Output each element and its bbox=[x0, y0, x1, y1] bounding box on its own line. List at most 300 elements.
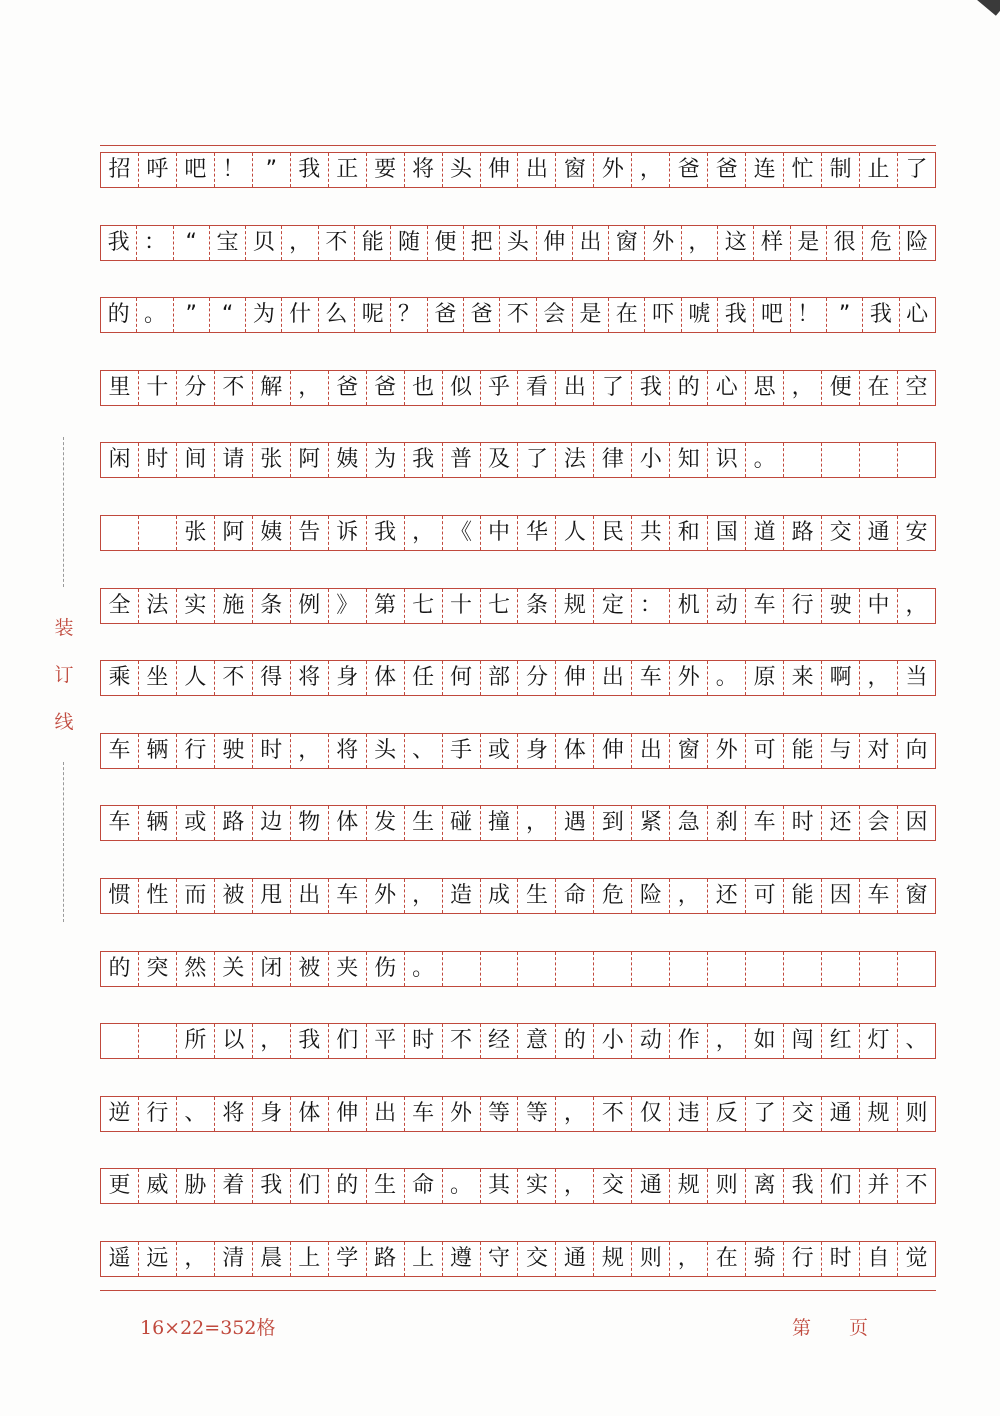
grid-cell: 姨 bbox=[252, 516, 290, 550]
grid-cell: 生 bbox=[517, 879, 555, 913]
grid-cell: 们 bbox=[821, 1169, 859, 1203]
grid-cell: 更 bbox=[108, 1173, 131, 1199]
bottom-rule bbox=[100, 1290, 936, 1291]
grid-cell: 、 bbox=[176, 1097, 214, 1131]
grid-cell: 何 bbox=[442, 661, 480, 695]
grid-cell: 。 bbox=[745, 443, 783, 477]
grid-cell: 将 bbox=[328, 734, 366, 768]
binding-char: 线 bbox=[54, 711, 74, 733]
grid-cell: 这 bbox=[717, 226, 753, 260]
grid-cell: 随 bbox=[390, 226, 426, 260]
grid-cell: 了 bbox=[593, 371, 631, 405]
grid-cell: 什 bbox=[281, 298, 317, 332]
grid-cell: 律 bbox=[593, 443, 631, 477]
grid-cell: 时 bbox=[821, 1242, 859, 1276]
grid-cell: 出 bbox=[555, 371, 593, 405]
grid-cell: 贝 bbox=[245, 226, 281, 260]
grid-cell bbox=[783, 952, 821, 986]
grid-cell: 生 bbox=[404, 806, 442, 840]
grid-cell: 伸 bbox=[593, 734, 631, 768]
grid-cell: 窗 bbox=[669, 734, 707, 768]
grid-cell: 出 bbox=[631, 734, 669, 768]
grid-cell: ， bbox=[859, 661, 897, 695]
grid-cell: 告 bbox=[290, 516, 328, 550]
grid-cell: 等 bbox=[480, 1097, 518, 1131]
grid-cell: 当 bbox=[897, 661, 935, 695]
grid-cell: 上 bbox=[404, 1242, 442, 1276]
grid-cell: 刹 bbox=[707, 806, 745, 840]
grid-cell: 原 bbox=[745, 661, 783, 695]
grid-cell: 时 bbox=[138, 443, 176, 477]
grid-cell: 遵 bbox=[442, 1242, 480, 1276]
grid-cell: 路 bbox=[214, 806, 252, 840]
grid-cell: 作 bbox=[669, 1024, 707, 1058]
grid-cell: 我 bbox=[404, 443, 442, 477]
grid-cell: 身 bbox=[517, 734, 555, 768]
grid-cell bbox=[859, 952, 897, 986]
grid-cell: ， bbox=[631, 153, 669, 187]
grid-cell: 呼 bbox=[138, 153, 176, 187]
grid-cell: 到 bbox=[593, 806, 631, 840]
grid-cell: ： bbox=[631, 589, 669, 623]
grid-cell: 出 bbox=[290, 879, 328, 913]
grid-cell: 《 bbox=[442, 516, 480, 550]
grid-row bbox=[100, 733, 936, 769]
grid-row bbox=[100, 805, 936, 841]
grid-cell: 机 bbox=[669, 589, 707, 623]
grid-cell: 我 bbox=[862, 298, 898, 332]
grid-cell: 车 bbox=[745, 589, 783, 623]
grid-cell: 则 bbox=[631, 1242, 669, 1276]
grid-cell: 了 bbox=[897, 153, 935, 187]
grid-cell: 窗 bbox=[897, 879, 935, 913]
grid-cell: 外 bbox=[593, 153, 631, 187]
grid-cell: 骑 bbox=[745, 1242, 783, 1276]
grid-cell: 与 bbox=[821, 734, 859, 768]
grid-cell: 。 bbox=[136, 298, 172, 332]
grid-row bbox=[100, 297, 936, 333]
grid-cell: 则 bbox=[897, 1097, 935, 1131]
grid-cell: 和 bbox=[669, 516, 707, 550]
grid-cell: 并 bbox=[859, 1169, 897, 1203]
grid-cell: 造 bbox=[442, 879, 480, 913]
grid-cell: 不 bbox=[897, 1169, 935, 1203]
grid-cell: 通 bbox=[555, 1242, 593, 1276]
grid-cell: ， bbox=[897, 589, 935, 623]
grid-cell: 交 bbox=[517, 1242, 555, 1276]
grid-cell: 我 bbox=[366, 516, 404, 550]
grid-cell: 伸 bbox=[555, 661, 593, 695]
grid-cell: 爸 bbox=[366, 371, 404, 405]
grid-cell: 的 bbox=[555, 1024, 593, 1058]
grid-cell: 十 bbox=[138, 371, 176, 405]
grid-cell: 国 bbox=[707, 516, 745, 550]
grid-cell bbox=[442, 952, 480, 986]
binding-char: 订 bbox=[54, 664, 74, 686]
grid-cell: 车 bbox=[108, 810, 131, 836]
grid-cell: 窗 bbox=[555, 153, 593, 187]
grid-cell: 车 bbox=[404, 1097, 442, 1131]
grid-row bbox=[100, 370, 936, 406]
grid-cell: 红 bbox=[821, 1024, 859, 1058]
grid-cell: 样 bbox=[753, 226, 789, 260]
grid-cell: 请 bbox=[214, 443, 252, 477]
grid-cell: 车 bbox=[631, 661, 669, 695]
grid-cell: ” bbox=[173, 298, 209, 332]
grid-cell: 会 bbox=[859, 806, 897, 840]
grid-cell: 么 bbox=[318, 298, 354, 332]
grid-cell: 可 bbox=[745, 734, 783, 768]
grid-cell: 被 bbox=[290, 952, 328, 986]
grid-row bbox=[100, 1168, 936, 1204]
grid-cell: 上 bbox=[290, 1242, 328, 1276]
grid-cell bbox=[101, 516, 138, 550]
grid-cell: 将 bbox=[290, 661, 328, 695]
grid-cell: 爸 bbox=[427, 298, 463, 332]
grid-cell: ， bbox=[281, 226, 317, 260]
grid-cell: 路 bbox=[783, 516, 821, 550]
grid-cell: 驶 bbox=[821, 589, 859, 623]
grid-cell: 识 bbox=[707, 443, 745, 477]
grid-cell bbox=[859, 443, 897, 477]
binding-label bbox=[51, 605, 77, 746]
grid-cell: 小 bbox=[593, 1024, 631, 1058]
grid-cell: 分 bbox=[517, 661, 555, 695]
grid-cell: 危 bbox=[593, 879, 631, 913]
grid-cell: 逆 bbox=[108, 1100, 131, 1126]
grid-cell bbox=[631, 952, 669, 986]
grid-cell: 还 bbox=[821, 806, 859, 840]
grid-cell: 突 bbox=[138, 952, 176, 986]
grid-cell: ， bbox=[290, 371, 328, 405]
grid-cell: 离 bbox=[745, 1169, 783, 1203]
grid-cell: 行 bbox=[783, 1242, 821, 1276]
grid-cell: 例 bbox=[290, 589, 328, 623]
grid-cell bbox=[821, 443, 859, 477]
grid-cell: 安 bbox=[897, 516, 935, 550]
grid-cell: 或 bbox=[480, 734, 518, 768]
grid-cell: 。 bbox=[442, 1169, 480, 1203]
grid-cell: 向 bbox=[897, 734, 935, 768]
grid-cell bbox=[480, 952, 518, 986]
grid-cell: 车 bbox=[745, 806, 783, 840]
grid-cell: ！ bbox=[214, 153, 252, 187]
grid-row bbox=[100, 225, 936, 261]
grid-cell: 而 bbox=[176, 879, 214, 913]
grid-cell: 们 bbox=[290, 1169, 328, 1203]
grid-cell: 体 bbox=[366, 661, 404, 695]
grid-cell: 通 bbox=[859, 516, 897, 550]
grid-cell: 解 bbox=[252, 371, 290, 405]
grid-cell: 爸 bbox=[707, 153, 745, 187]
grid-row bbox=[100, 1096, 936, 1132]
grid-cell: 意 bbox=[517, 1024, 555, 1058]
grid-cell: 唬 bbox=[681, 298, 717, 332]
grid-cell: 动 bbox=[707, 589, 745, 623]
grid-cell: 出 bbox=[366, 1097, 404, 1131]
grid-cell: 关 bbox=[214, 952, 252, 986]
grid-cell: 正 bbox=[328, 153, 366, 187]
grid-cell: 实 bbox=[517, 1169, 555, 1203]
grid-cell: 的 bbox=[328, 1169, 366, 1203]
grid-cell bbox=[821, 952, 859, 986]
grid-cell: 路 bbox=[366, 1242, 404, 1276]
grid-cell: “ bbox=[173, 226, 209, 260]
grid-cell bbox=[897, 952, 935, 986]
grid-cell: 中 bbox=[859, 589, 897, 623]
grid-row bbox=[100, 1241, 936, 1277]
grid-cell: 被 bbox=[214, 879, 252, 913]
grid-cell: 规 bbox=[593, 1242, 631, 1276]
grid-count-label: 16×22=352格 bbox=[140, 1317, 276, 1339]
grid-cell bbox=[138, 1024, 176, 1058]
grid-cell: 险 bbox=[631, 879, 669, 913]
grid-cell: 将 bbox=[214, 1097, 252, 1131]
grid-cell: 身 bbox=[252, 1097, 290, 1131]
grid-cell: 或 bbox=[176, 806, 214, 840]
grid-cell: ” bbox=[826, 298, 862, 332]
grid-cell: ， bbox=[555, 1097, 593, 1131]
grid-cell: 因 bbox=[821, 879, 859, 913]
grid-cell: 规 bbox=[555, 589, 593, 623]
grid-cell: 道 bbox=[745, 516, 783, 550]
grid-cell: 外 bbox=[669, 661, 707, 695]
grid-cell: 法 bbox=[555, 443, 593, 477]
grid-cell: 来 bbox=[783, 661, 821, 695]
grid-cell: 时 bbox=[252, 734, 290, 768]
grid-row bbox=[100, 951, 936, 987]
grid-cell: 因 bbox=[897, 806, 935, 840]
grid-cell: 然 bbox=[176, 952, 214, 986]
grid-cell: 灯 bbox=[859, 1024, 897, 1058]
grid-cell: 在 bbox=[859, 371, 897, 405]
grid-cell: 心 bbox=[899, 298, 935, 332]
grid-cell: 行 bbox=[783, 589, 821, 623]
grid-cell: 的 bbox=[669, 371, 707, 405]
grid-cell: 平 bbox=[366, 1024, 404, 1058]
grid-cell bbox=[707, 952, 745, 986]
grid-cell bbox=[669, 952, 707, 986]
grid-cell: 伸 bbox=[480, 153, 518, 187]
grid-cell bbox=[555, 952, 593, 986]
grid-cell: 全 bbox=[108, 592, 131, 618]
grid-cell: 边 bbox=[252, 806, 290, 840]
grid-cell: 姨 bbox=[328, 443, 366, 477]
grid-cell: 心 bbox=[707, 371, 745, 405]
grid-cell: 碰 bbox=[442, 806, 480, 840]
grid-cell bbox=[138, 516, 176, 550]
grid-cell: 车 bbox=[328, 879, 366, 913]
grid-cell: 以 bbox=[214, 1024, 252, 1058]
grid-cell: 招 bbox=[108, 157, 131, 182]
grid-cell: “ bbox=[209, 298, 245, 332]
grid-cell: 其 bbox=[480, 1169, 518, 1203]
grid-cell: 普 bbox=[442, 443, 480, 477]
grid-cell: 里 bbox=[108, 374, 131, 400]
grid-cell: 为 bbox=[366, 443, 404, 477]
grid-cell: 可 bbox=[745, 879, 783, 913]
grid-cell: 宝 bbox=[209, 226, 245, 260]
grid-cell: 能 bbox=[783, 879, 821, 913]
manuscript-grid bbox=[100, 152, 936, 1314]
grid-cell: 能 bbox=[783, 734, 821, 768]
grid-cell: 如 bbox=[745, 1024, 783, 1058]
grid-cell: ， bbox=[707, 1024, 745, 1058]
grid-cell: 的 bbox=[108, 955, 131, 981]
grid-cell: 我 bbox=[252, 1169, 290, 1203]
grid-cell: 实 bbox=[176, 589, 214, 623]
grid-cell: 性 bbox=[138, 879, 176, 913]
grid-cell bbox=[783, 443, 821, 477]
grid-cell: 伤 bbox=[366, 952, 404, 986]
grid-row bbox=[100, 1023, 936, 1059]
grid-cell: 远 bbox=[138, 1242, 176, 1276]
grid-cell: 车 bbox=[859, 879, 897, 913]
grid-cell: 威 bbox=[138, 1169, 176, 1203]
grid-cell: 反 bbox=[707, 1097, 745, 1131]
grid-cell: 物 bbox=[290, 806, 328, 840]
grid-cell: 忙 bbox=[783, 153, 821, 187]
grid-cell: 命 bbox=[404, 1169, 442, 1203]
grid-cell: 张 bbox=[176, 516, 214, 550]
grid-cell: 闯 bbox=[783, 1024, 821, 1058]
grid-cell: 吓 bbox=[644, 298, 680, 332]
grid-cell: 经 bbox=[480, 1024, 518, 1058]
grid-cell: 法 bbox=[138, 589, 176, 623]
grid-row bbox=[100, 152, 936, 188]
grid-cell: 华 bbox=[517, 516, 555, 550]
grid-cell: ， bbox=[681, 226, 717, 260]
grid-cell: 任 bbox=[404, 661, 442, 695]
grid-cell: 规 bbox=[669, 1169, 707, 1203]
grid-cell: 了 bbox=[517, 443, 555, 477]
grid-cell: 不 bbox=[214, 661, 252, 695]
grid-cell: 条 bbox=[252, 589, 290, 623]
grid-cell: 中 bbox=[480, 516, 518, 550]
grid-cell: 坐 bbox=[138, 661, 176, 695]
grid-cell: 爸 bbox=[669, 153, 707, 187]
grid-cell: 共 bbox=[631, 516, 669, 550]
grid-cell: 外 bbox=[644, 226, 680, 260]
grid-cell: 。 bbox=[404, 952, 442, 986]
grid-cell bbox=[593, 952, 631, 986]
top-rule bbox=[100, 145, 936, 146]
grid-cell: ， bbox=[290, 734, 328, 768]
grid-cell: 不 bbox=[442, 1024, 480, 1058]
grid-cell: 的 bbox=[107, 302, 130, 328]
grid-cell: 甩 bbox=[252, 879, 290, 913]
grid-cell: 我 bbox=[717, 298, 753, 332]
grid-cell: ， bbox=[783, 371, 821, 405]
grid-cell: 时 bbox=[783, 806, 821, 840]
grid-cell: 便 bbox=[427, 226, 463, 260]
grid-cell: 守 bbox=[480, 1242, 518, 1276]
grid-cell: 交 bbox=[783, 1097, 821, 1131]
grid-cell: 施 bbox=[214, 589, 252, 623]
binding-line bbox=[54, 437, 74, 922]
grid-row bbox=[100, 515, 936, 551]
grid-cell: 空 bbox=[897, 371, 935, 405]
grid-cell: 小 bbox=[631, 443, 669, 477]
binding-dash-lower bbox=[63, 762, 64, 922]
grid-cell: 着 bbox=[214, 1169, 252, 1203]
grid-cell: 撞 bbox=[480, 806, 518, 840]
grid-cell: 得 bbox=[252, 661, 290, 695]
grid-cell: 发 bbox=[366, 806, 404, 840]
grid-cell: 不 bbox=[593, 1097, 631, 1131]
grid-cell: 阿 bbox=[214, 516, 252, 550]
scan-corner-mark bbox=[976, 0, 1000, 16]
grid-cell: 体 bbox=[555, 734, 593, 768]
grid-cell: 外 bbox=[366, 879, 404, 913]
grid-cell: 学 bbox=[328, 1242, 366, 1276]
grid-cell: ， bbox=[555, 1169, 593, 1203]
grid-cell: 吧 bbox=[176, 153, 214, 187]
grid-cell: 遥 bbox=[108, 1245, 131, 1271]
grid-cell: 条 bbox=[517, 589, 555, 623]
grid-cell: 》 bbox=[328, 589, 366, 623]
grid-cell: 看 bbox=[517, 371, 555, 405]
grid-cell: 外 bbox=[442, 1097, 480, 1131]
grid-cell: 遇 bbox=[555, 806, 593, 840]
grid-cell: 头 bbox=[442, 153, 480, 187]
grid-cell: 体 bbox=[328, 806, 366, 840]
grid-cell: 我 bbox=[107, 229, 130, 255]
grid-cell: 出 bbox=[593, 661, 631, 695]
grid-cell: 部 bbox=[480, 661, 518, 695]
grid-cell: 连 bbox=[745, 153, 783, 187]
grid-row bbox=[100, 442, 936, 478]
grid-cell: 违 bbox=[669, 1097, 707, 1131]
grid-cell: 外 bbox=[707, 734, 745, 768]
grid-cell: 动 bbox=[631, 1024, 669, 1058]
grid-cell: 辆 bbox=[138, 734, 176, 768]
binding-dash-upper bbox=[63, 437, 64, 587]
grid-cell: 规 bbox=[859, 1097, 897, 1131]
grid-cell: 张 bbox=[252, 443, 290, 477]
grid-cell: 仅 bbox=[631, 1097, 669, 1131]
grid-cell: 吧 bbox=[753, 298, 789, 332]
grid-cell: ， bbox=[176, 1242, 214, 1276]
grid-cell: 我 bbox=[290, 1024, 328, 1058]
grid-cell: 命 bbox=[555, 879, 593, 913]
grid-cell: 第 bbox=[366, 589, 404, 623]
grid-cell: 人 bbox=[555, 516, 593, 550]
grid-cell: 把 bbox=[463, 226, 499, 260]
grid-cell: 觉 bbox=[897, 1242, 935, 1276]
grid-cell: 闲 bbox=[108, 447, 131, 473]
grid-cell: 阿 bbox=[290, 443, 328, 477]
grid-cell: 我 bbox=[783, 1169, 821, 1203]
grid-cell bbox=[517, 952, 555, 986]
grid-cell: 体 bbox=[290, 1097, 328, 1131]
grid-cell: ： bbox=[136, 226, 172, 260]
grid-cell: 车 bbox=[108, 737, 131, 763]
grid-cell: 惯 bbox=[108, 882, 131, 908]
grid-cell: 行 bbox=[138, 1097, 176, 1131]
grid-cell: 、 bbox=[897, 1024, 935, 1058]
grid-cell: 交 bbox=[593, 1169, 631, 1203]
grid-cell: 啊 bbox=[821, 661, 859, 695]
grid-cell: 不 bbox=[499, 298, 535, 332]
grid-cell: 伸 bbox=[536, 226, 572, 260]
grid-cell: 等 bbox=[517, 1097, 555, 1131]
grid-cell: 乘 bbox=[108, 665, 131, 691]
grid-cell: 是 bbox=[572, 298, 608, 332]
grid-cell: 晨 bbox=[252, 1242, 290, 1276]
grid-cell: 能 bbox=[354, 226, 390, 260]
grid-cell: 闭 bbox=[252, 952, 290, 986]
